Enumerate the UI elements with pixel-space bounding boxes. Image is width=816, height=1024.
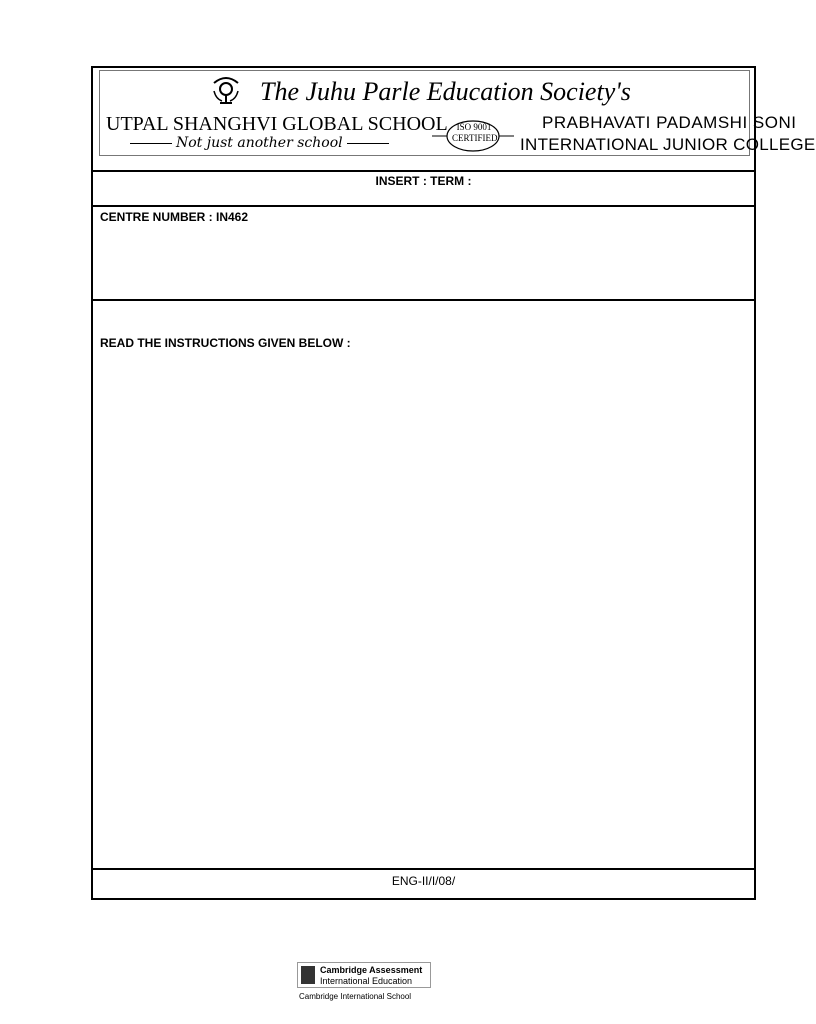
cambridge-shield-icon bbox=[301, 966, 315, 984]
college-name-line-1: PRABHAVATI PADAMSHI SONI bbox=[542, 113, 797, 132]
school-name: UTPAL SHANGHVI GLOBAL SCHOOL bbox=[106, 113, 448, 135]
divider bbox=[93, 868, 754, 870]
insert-term-label: INSERT : TERM : bbox=[375, 174, 472, 188]
cambridge-logo bbox=[297, 962, 431, 1006]
divider bbox=[93, 205, 754, 207]
iso-line-1: ISO 9001 bbox=[456, 122, 492, 132]
centre-number: CENTRE NUMBER : IN462 bbox=[100, 210, 249, 224]
instructions-heading: READ THE INSTRUCTIONS GIVEN BELOW : bbox=[100, 336, 351, 350]
form-frame bbox=[91, 66, 816, 900]
paper-code: ENG-II/I/08/ bbox=[391, 874, 456, 888]
tagline-rule-left bbox=[130, 143, 172, 144]
cambridge-line-2: International Education bbox=[320, 976, 413, 986]
iso-badge-text bbox=[452, 122, 496, 144]
cambridge-line-1: Cambridge Assessment bbox=[320, 965, 423, 975]
school-tagline bbox=[126, 135, 393, 151]
tagline-rule-right bbox=[347, 143, 389, 144]
society-emblem-icon bbox=[208, 73, 244, 105]
divider bbox=[93, 299, 754, 301]
college-name-line-2: INTERNATIONAL JUNIOR COLLEGE bbox=[520, 135, 816, 154]
tagline-text: Not just another school bbox=[176, 135, 343, 151]
society-name: The Juhu Parle Education Society's bbox=[260, 77, 631, 106]
cambridge-logo-box bbox=[297, 962, 431, 988]
divider bbox=[93, 170, 754, 172]
cambridge-line-3: Cambridge International School bbox=[299, 992, 412, 1001]
iso-line-2: CERTIFIED bbox=[452, 133, 498, 143]
letterhead bbox=[99, 70, 816, 156]
